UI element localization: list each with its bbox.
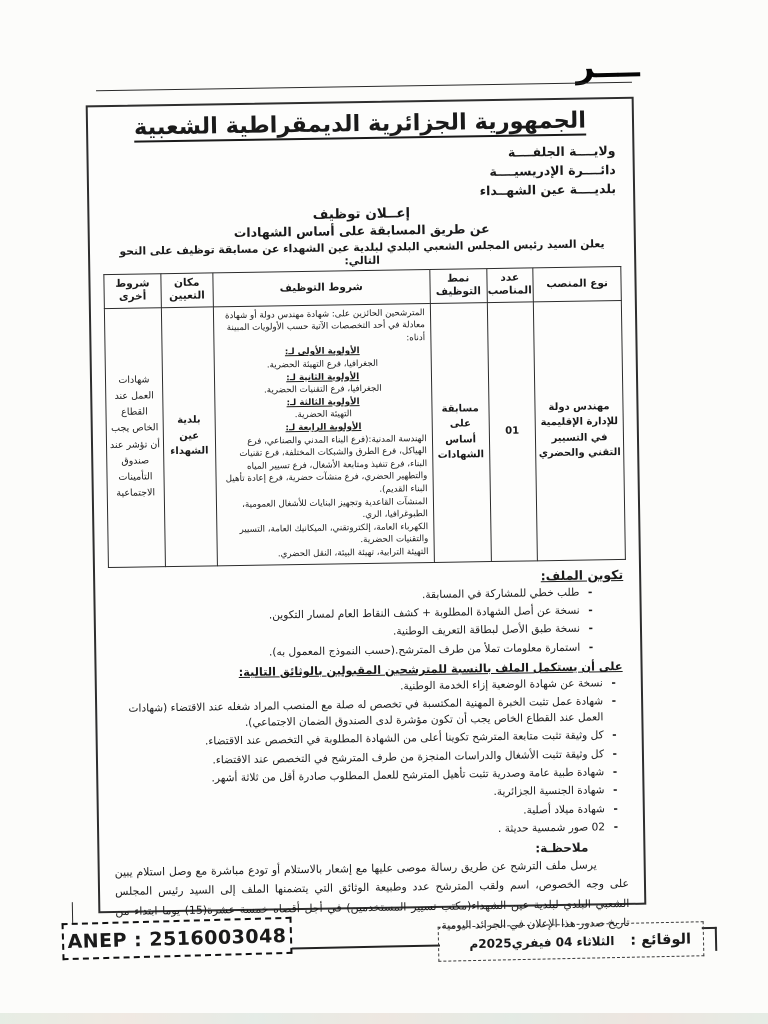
cell-post-count: 01 bbox=[487, 301, 538, 561]
header-recruit-mode: نمط التوظيف bbox=[430, 269, 487, 303]
list-item: - شهادة طبية عامة وصدرية تثبت تأهيل المترشح للعمل المطلوب صادرة أقل من ثلاثة أشهر. bbox=[111, 765, 617, 788]
list-item: - استمارة معلومات تملأ من طرف المترشح.(حسب النموذج المعمول به). bbox=[109, 640, 593, 663]
condition-priority-4: الأولوية الرابعة لـ: bbox=[285, 422, 362, 434]
condition-priority-2: الأولوية الثانية لـ: bbox=[286, 371, 360, 383]
publication-date: الثلاثاء 04 فيفري2025م bbox=[469, 933, 615, 951]
condition-priority-1: الأولوية الأولى لـ: bbox=[284, 346, 360, 358]
list-item: - طلب خطي للمشاركة في المسابقة. bbox=[108, 585, 592, 608]
condition-priority-3: الأولوية الثالثة لـ: bbox=[286, 396, 360, 408]
list-item: - شهادة ميلاد أصلية. bbox=[112, 802, 618, 825]
list-item: - 02 صور شمسية حديثة . bbox=[112, 820, 618, 843]
cell-assignment-place: بلدية عين الشهداء bbox=[161, 306, 217, 566]
republic-title: الجمهورية الجزائرية الديمقراطية الشعبية bbox=[133, 107, 587, 141]
newspaper-date-box bbox=[438, 921, 705, 962]
masthead-fragment: ــــر bbox=[575, 46, 641, 86]
condition-line: الهندسة المدنية:(فرع البناء المدني والصناعي، فرع الهياكل، فرع الطرق والشبكات المختلفة، فرع تقنيات البناء، فرع تنفيذ ومتابعة الأشغال، فرع تسيير المياه والتطهير الحضري، فرع منشآت حضرية، فرع إعادة تأهيل البناء القديم). bbox=[225, 433, 428, 495]
list-item: - شهادة عمل تثبت الخبرة المهنية المكتسبة في تخصص له صلة مع المنصب المراد شغله عند الاقتضاء (شهادات العمل عند القطاع الخاص يجب أن تكون مؤشرة لدى الصندوق الضمان الاجتماعي). bbox=[110, 695, 616, 734]
header-conditions: شروط التوظيف bbox=[212, 270, 430, 307]
administrative-header bbox=[101, 142, 616, 206]
note-paragraph: يرسل ملف الترشح عن طريق رسالة موصى عليها مع إشعار بالاستلام أو تودع مباشرة مع وصل استلام يبين على وجه الخصوص، اسم ولقب المترشح عدد وطبيعة الوثائق التي يتضمنها الملف إلى السيد رئيس المجلس الشعبي البلدي لبلدية عين الشهداء(مكتب تسيير المستخدمين) في أجل أقصاه خمسة عشرة(15) يوما ابتداء من تاريخ صدور هذا الإعلان في الجرائد اليومية. bbox=[114, 858, 630, 932]
condition-line: الكهرباء العامة، إلكتروتقني، الميكانيك العامة، التسيير والتقنيات الحضرية. bbox=[239, 521, 429, 546]
accepted-candidates-heading: على أن يستكمل الملف بالنسبة للمترشحين المقبولين بالوثائق التالية: bbox=[238, 660, 623, 680]
cell-other-conditions: شهادات العمل عند القطاع الخاص يجب أن تؤشر عند صندوق التأمينات الاجتماعية bbox=[104, 307, 165, 567]
header-post-type: نوع المنصب bbox=[533, 267, 621, 302]
recruitment-table bbox=[103, 266, 626, 568]
list-item: - كل وثيقة تثبت متابعة المترشح تكوينا أعلى من الشهادة المطلوبة في التخصص عند الاقتضاء. bbox=[111, 728, 617, 751]
condition-line: الجغرافيا، فرع التقنيات الحضرية. bbox=[263, 383, 382, 396]
cell-conditions bbox=[213, 303, 434, 566]
header-other-conditions: شروط أخرى bbox=[104, 274, 161, 308]
anep-reference-box: ANEP : 2516003048 bbox=[62, 917, 293, 960]
wilaya-line: ولايــــة الجلفــــة bbox=[507, 143, 616, 160]
commune-line: بلديــــة عين الشهــداء bbox=[479, 180, 617, 198]
accepted-documents-list bbox=[110, 676, 630, 843]
list-item: - شهادة الجنسية الجزائرية. bbox=[111, 783, 617, 806]
footer-divider-line bbox=[292, 944, 440, 949]
list-item: - نسخة طبق الأصل لبطاقة التعريف الوطنية. bbox=[109, 622, 593, 645]
file-composition-list bbox=[108, 585, 627, 664]
note-heading: ملاحظـة: bbox=[535, 840, 589, 856]
condition-line: المترشحين الحائزين على: شهادة مهندس دولة أو شهادة معادلة في أحد التخصصات الآتية حسب الأولويات المبينة أدناه: bbox=[224, 307, 426, 344]
condition-line: التهيئة الحضرية. bbox=[294, 409, 352, 421]
top-rule-line bbox=[96, 82, 632, 91]
list-item: - كل وثيقة تثبت الأشغال والدراسات المنجزة من طرف المترشح في التخصص عند الاقتضاء. bbox=[111, 747, 617, 770]
announcement-subtitle: عن طريق المسابقة على أساس الشهادات bbox=[233, 221, 490, 241]
condition-line: الجغرافيا، فرع التهيئة الحضرية. bbox=[266, 358, 379, 371]
header-post-count: عدد المناصب bbox=[486, 268, 533, 302]
condition-line: المنشآت القاعدية وتجهيز البنايات للأشغال العمومية، الطبوغرافيا، الري. bbox=[242, 496, 428, 521]
newspaper-name: الوقائع : bbox=[630, 930, 692, 949]
condition-line: التهيئة الترابية، تهيئة البيئة، النقل الحضري. bbox=[277, 547, 429, 560]
announcement-frame bbox=[86, 97, 647, 932]
file-composition-heading: تكوين الملف: bbox=[540, 566, 624, 583]
header-assignment-place: مكان التعيين bbox=[161, 273, 213, 307]
announcement-title: إعــلان توظيف bbox=[312, 205, 411, 224]
list-item: - نسخة عن أصل الشهادة المطلوبة + كشف النقاط العام لمسار التكوين. bbox=[109, 604, 593, 627]
table-row bbox=[104, 300, 625, 567]
cell-post-type: مهندس دولة للإدارة الإقليمية في التسيير التقني والحضري bbox=[533, 300, 625, 561]
scan-edge-artifact bbox=[0, 1013, 768, 1024]
daira-line: دائــــرة الإدريسيــــة bbox=[489, 161, 616, 179]
cell-recruit-mode: مسابقة على أساس الشهادات bbox=[430, 302, 491, 562]
list-item: - نسخة عن شهادة الوضعية إزاء الخدمة الوطنية. bbox=[110, 676, 616, 699]
announcement-intro: يعلن السيد رئيس المجلس الشعبي البلدي لبلدية عين الشهداء عن مسابقة توظيف على النحو التالي: bbox=[119, 237, 605, 268]
